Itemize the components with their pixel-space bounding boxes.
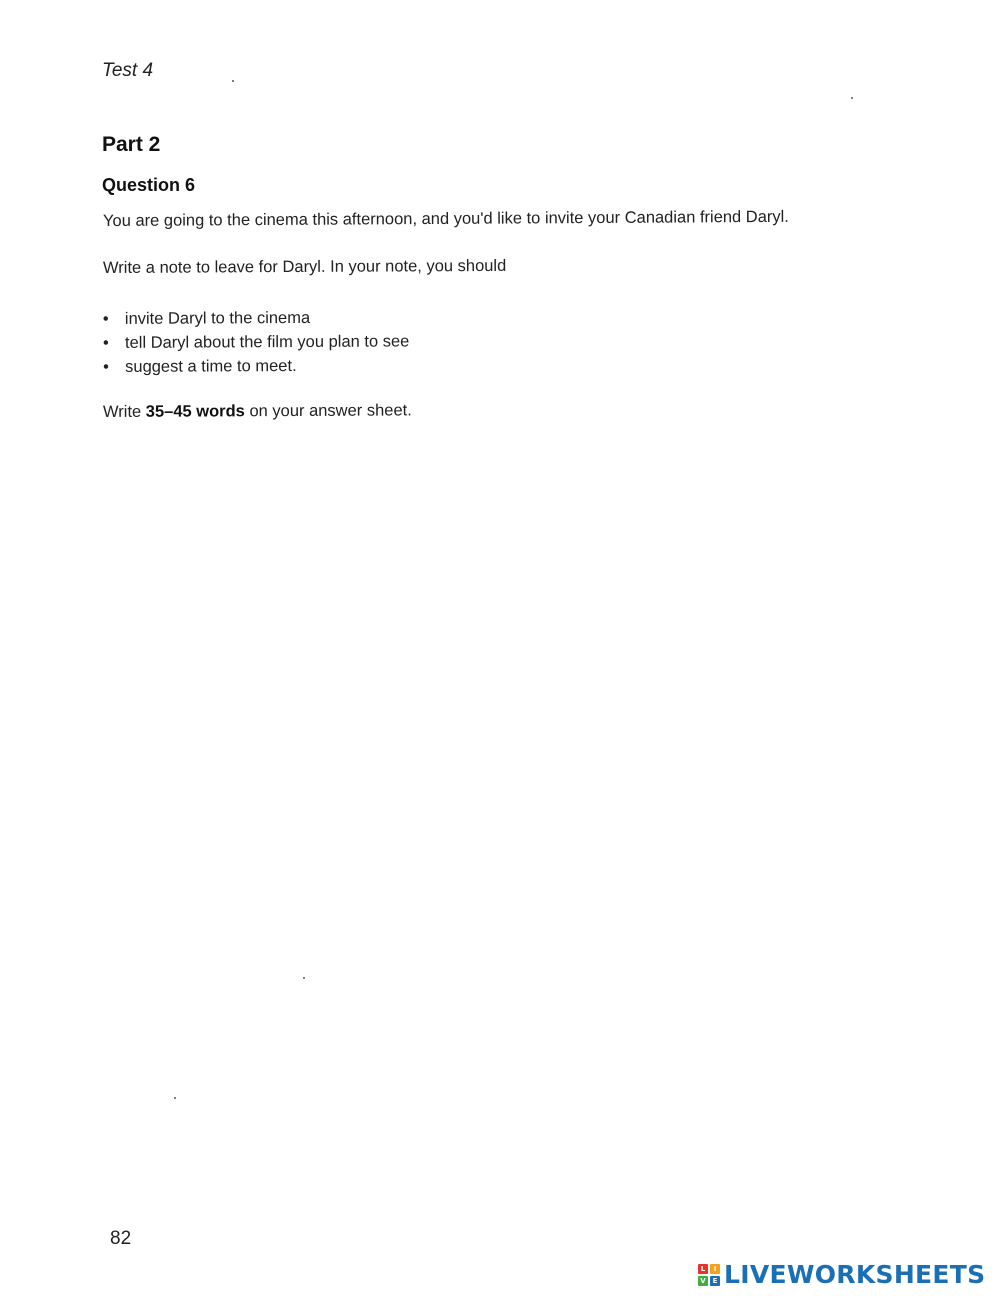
brand-wordmark: LIVEWORKSHEETS [724,1260,986,1289]
test-label: Test 4 [102,60,154,81]
scan-speck [232,80,234,82]
question-title: Question 6 [102,175,196,195]
part-title: Part 2 [102,133,161,156]
list-item-text: tell Daryl about the film you plan to see [124,332,410,352]
question-intro: You are going to the cinema this afternoon, and you'd like to invite your Canadian friend Daryl. [102,207,789,230]
word-count-prefix: Write [102,402,146,421]
logo-tile: I [710,1264,720,1274]
scan-speck [174,1097,176,1099]
task-bullet-list [103,305,410,379]
list-item-text: suggest a time to meet. [125,356,297,376]
word-count-range: 35–45 words [145,402,245,421]
scan-speck [851,97,853,99]
liveworksheets-brand [698,1262,985,1288]
word-count-suffix: on your answer sheet. [244,401,412,421]
list-item [103,353,409,379]
bullet-dot-icon: • [102,309,109,329]
liveworksheets-logo-icon [698,1264,720,1286]
logo-tile: E [710,1276,720,1286]
scan-speck [303,977,305,979]
logo-tile: L [698,1264,708,1274]
page-number: 82 [110,1228,132,1249]
bullet-dot-icon: • [103,357,109,376]
logo-tile: V [698,1276,708,1286]
word-count-instruction [103,401,412,422]
list-item-text: invite Daryl to the cinema [124,308,311,328]
list-item [103,305,409,331]
question-instruction: Write a note to leave for Daryl. In your note, you should [102,256,507,277]
list-item [103,329,409,355]
bullet-dot-icon: • [102,333,109,352]
